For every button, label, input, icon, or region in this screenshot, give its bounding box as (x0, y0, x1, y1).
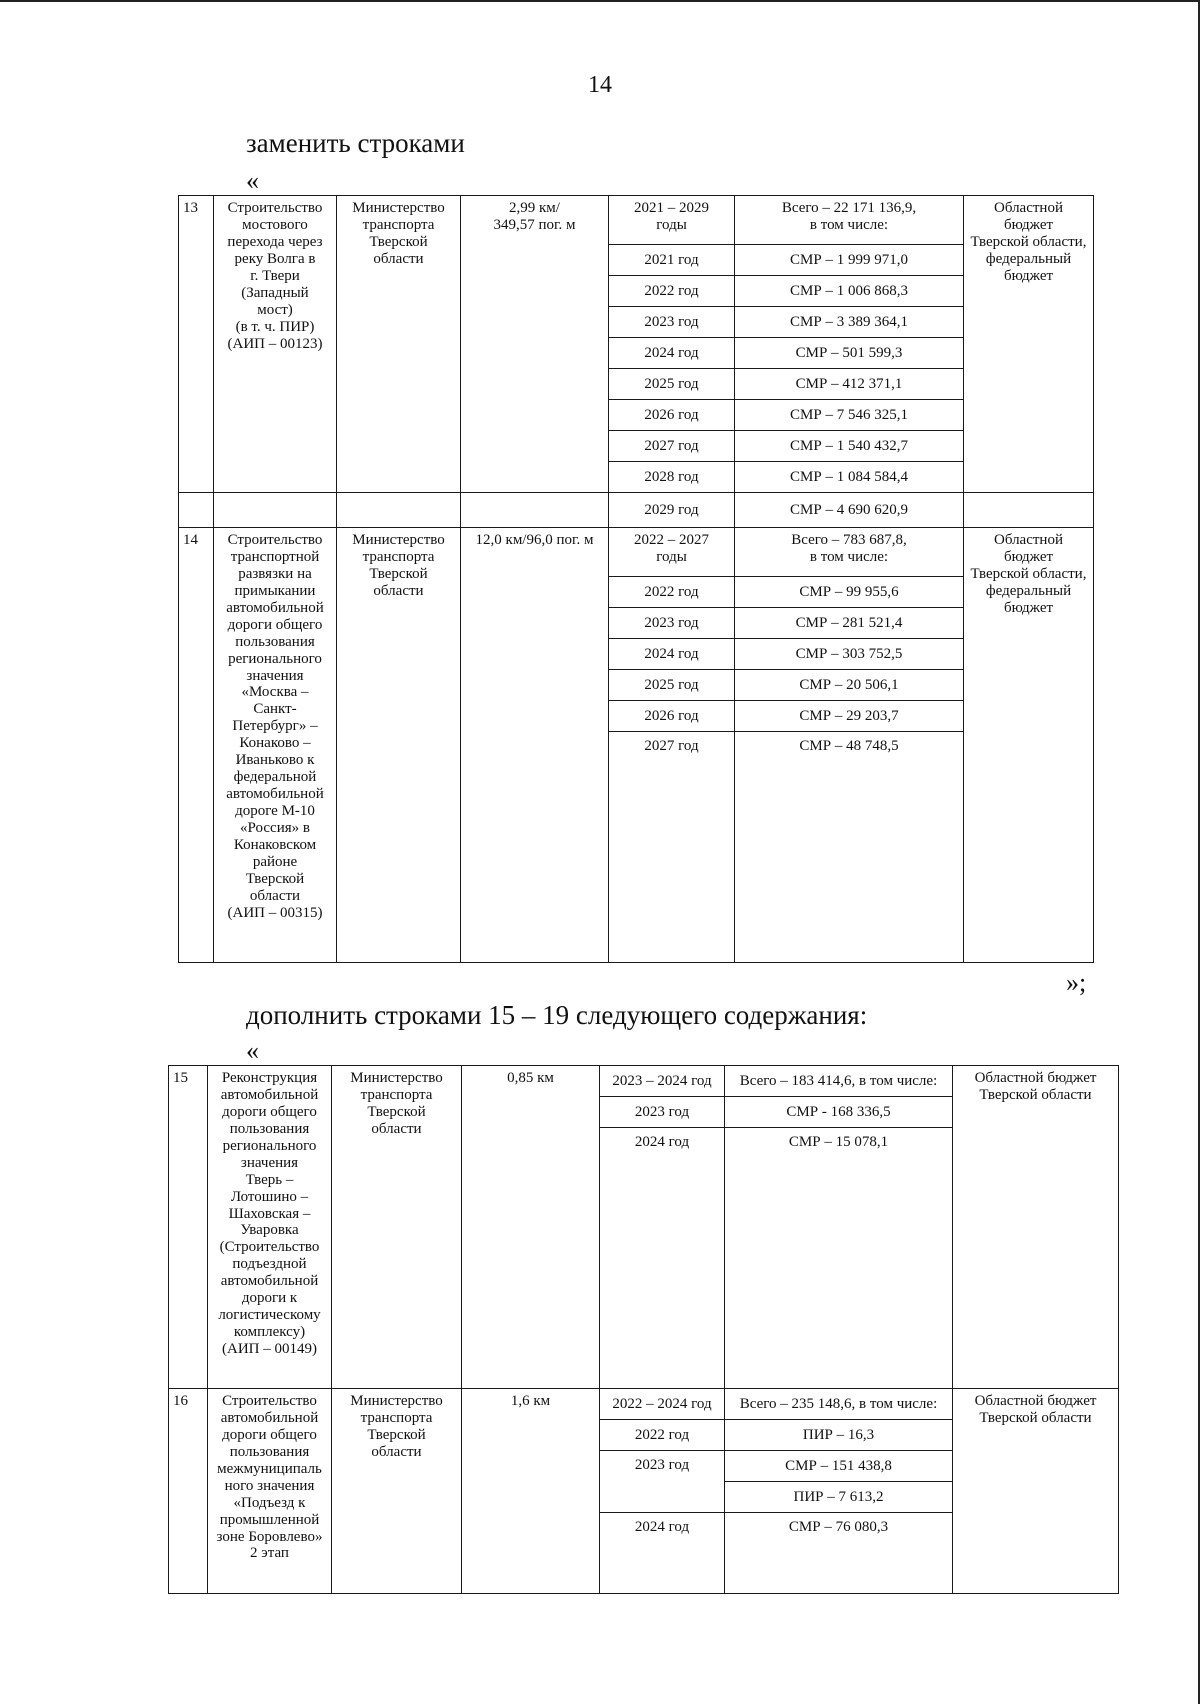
page-number: 14 (588, 72, 612, 98)
row-13-value: СМР – 412 371,1 (735, 369, 964, 400)
row-14-capacity: 12,0 км/96,0 пог. м (461, 528, 609, 963)
row-16-number: 16 (169, 1389, 208, 1594)
row-15-source: Областной бюджет Тверской области (953, 1066, 1119, 1389)
row-13-total: Всего – 22 171 136,9, в том числе: (735, 196, 964, 245)
row-13-value: СМР – 501 599,3 (735, 338, 964, 369)
row-15-value: СМР - 168 336,5 (725, 1097, 953, 1128)
row-13-year: 2021 год (609, 245, 735, 276)
row-13-capacity: 2,99 км/ 349,57 пог. м (461, 196, 609, 493)
row-14-executor: Министерство транспорта Тверской области (337, 528, 461, 963)
row-13-value: СМР – 1 540 432,7 (735, 431, 964, 462)
row-15-total: Всего – 183 414,6, в том числе: (725, 1066, 953, 1097)
row-14-year: 2027 год (609, 732, 735, 963)
heading-replace: заменить строками (246, 128, 465, 158)
row-13-source: Областной бюджет Тверской области, федеральный бюджет (964, 196, 1094, 493)
row-16-name: Строительство автомобильной дороги общего пользования межмуниципаль ного значения «Подъезд к промышленной зоне Боровлево» 2 этап (208, 1389, 332, 1594)
table-replace (178, 195, 1094, 963)
row-16-value: СМР – 151 438,8 (725, 1451, 953, 1482)
table-row (179, 196, 1094, 245)
row-13-executor-continuation (337, 493, 461, 528)
row-13-year: 2024 год (609, 338, 735, 369)
row-16-value: СМР – 76 080,3 (725, 1513, 953, 1594)
row-13-year: 2026 год (609, 400, 735, 431)
row-13-value: СМР – 1 999 971,0 (735, 245, 964, 276)
row-13-capacity-continuation (461, 493, 609, 528)
row-13-value: СМР – 3 389 364,1 (735, 307, 964, 338)
row-15-year: 2023 год (600, 1097, 725, 1128)
row-15-year: 2024 год (600, 1128, 725, 1389)
row-14-year: 2026 год (609, 701, 735, 732)
row-14-value: СМР – 303 752,5 (735, 639, 964, 670)
row-13-value: СМР – 1 006 868,3 (735, 276, 964, 307)
row-15-capacity: 0,85 км (462, 1066, 600, 1389)
row-13-value: СМР – 1 084 584,4 (735, 462, 964, 493)
row-15-value: СМР – 15 078,1 (725, 1128, 953, 1389)
table-row (179, 493, 1094, 528)
row-15-name: Реконструкция автомобильной дороги общего пользования регионального значения Тверь – Лотошино – Шаховская – Уваровка (Строительство подъездной автомобильной дороги к логистическому комплексу) (АИП – 00149) (208, 1066, 332, 1389)
table-add (168, 1065, 1119, 1594)
row-14-year: 2023 год (609, 608, 735, 639)
row-14-year: 2025 год (609, 670, 735, 701)
row-13-value: СМР – 4 690 620,9 (735, 493, 964, 528)
row-14-source: Областной бюджет Тверской области, федеральный бюджет (964, 528, 1094, 963)
row-16-value: ПИР – 16,3 (725, 1420, 953, 1451)
top-border (0, 0, 1200, 2)
row-13-year: 2023 год (609, 307, 735, 338)
row-13-name-continuation (214, 493, 337, 528)
row-15-executor: Министерство транспорта Тверской области (332, 1066, 462, 1389)
row-14-value: СМР – 48 748,5 (735, 732, 964, 963)
row-13-year: 2027 год (609, 431, 735, 462)
quote-open-1: « (246, 166, 259, 195)
row-16-value: ПИР – 7 613,2 (725, 1482, 953, 1513)
row-14-value: СМР – 20 506,1 (735, 670, 964, 701)
row-16-year: 2022 год (600, 1420, 725, 1451)
table-row (179, 528, 1094, 577)
row-13-year: 2029 год (609, 493, 735, 528)
row-15-number: 15 (169, 1066, 208, 1389)
row-14-value: СМР – 281 521,4 (735, 608, 964, 639)
row-14-year: 2024 год (609, 639, 735, 670)
row-14-value: СМР – 99 955,6 (735, 577, 964, 608)
quote-open-2: « (246, 1036, 259, 1065)
row-13-period: 2021 – 2029 годы (609, 196, 735, 245)
row-14-name: Строительство транспортной развязки на примыкании автомобильной дороги общего пользования регионального значения «Москва – Санкт- Петербург» – Конаково – Иваньково к федеральной автомобильной дороге М-10 «Россия» в Конаковском районе Тверской области (АИП – 00315) (214, 528, 337, 963)
row-14-year: 2022 год (609, 577, 735, 608)
row-16-capacity: 1,6 км (462, 1389, 600, 1594)
row-16-year: 2024 год (600, 1513, 725, 1594)
row-13-value: СМР – 7 546 325,1 (735, 400, 964, 431)
heading-add: дополнить строками 15 – 19 следующего содержания: (246, 1000, 868, 1030)
row-16-total: Всего – 235 148,6, в том числе: (725, 1389, 953, 1420)
row-13-year: 2022 год (609, 276, 735, 307)
row-16-source: Областной бюджет Тверской области (953, 1389, 1119, 1594)
row-13-number: 13 (179, 196, 214, 493)
row-14-value: СМР – 29 203,7 (735, 701, 964, 732)
row-13-number-continuation (179, 493, 214, 528)
row-16-year: 2023 год (600, 1451, 725, 1513)
row-13-source-continuation (964, 493, 1094, 528)
row-13-name: Строительство мостового перехода через реку Волга в г. Твери (Западный мост) (в т. ч. ПИР) (АИП – 00123) (214, 196, 337, 493)
row-16-executor: Министерство транспорта Тверской области (332, 1389, 462, 1594)
table-row (169, 1389, 1119, 1420)
row-13-year: 2025 год (609, 369, 735, 400)
row-14-total: Всего – 783 687,8, в том числе: (735, 528, 964, 577)
row-14-number: 14 (179, 528, 214, 963)
quote-close: »; (1066, 968, 1087, 997)
row-14-period: 2022 – 2027 годы (609, 528, 735, 577)
row-16-period: 2022 – 2024 год (600, 1389, 725, 1420)
row-13-executor: Министерство транспорта Тверской области (337, 196, 461, 493)
row-13-year: 2028 год (609, 462, 735, 493)
row-15-period: 2023 – 2024 год (600, 1066, 725, 1097)
table-row (169, 1066, 1119, 1097)
